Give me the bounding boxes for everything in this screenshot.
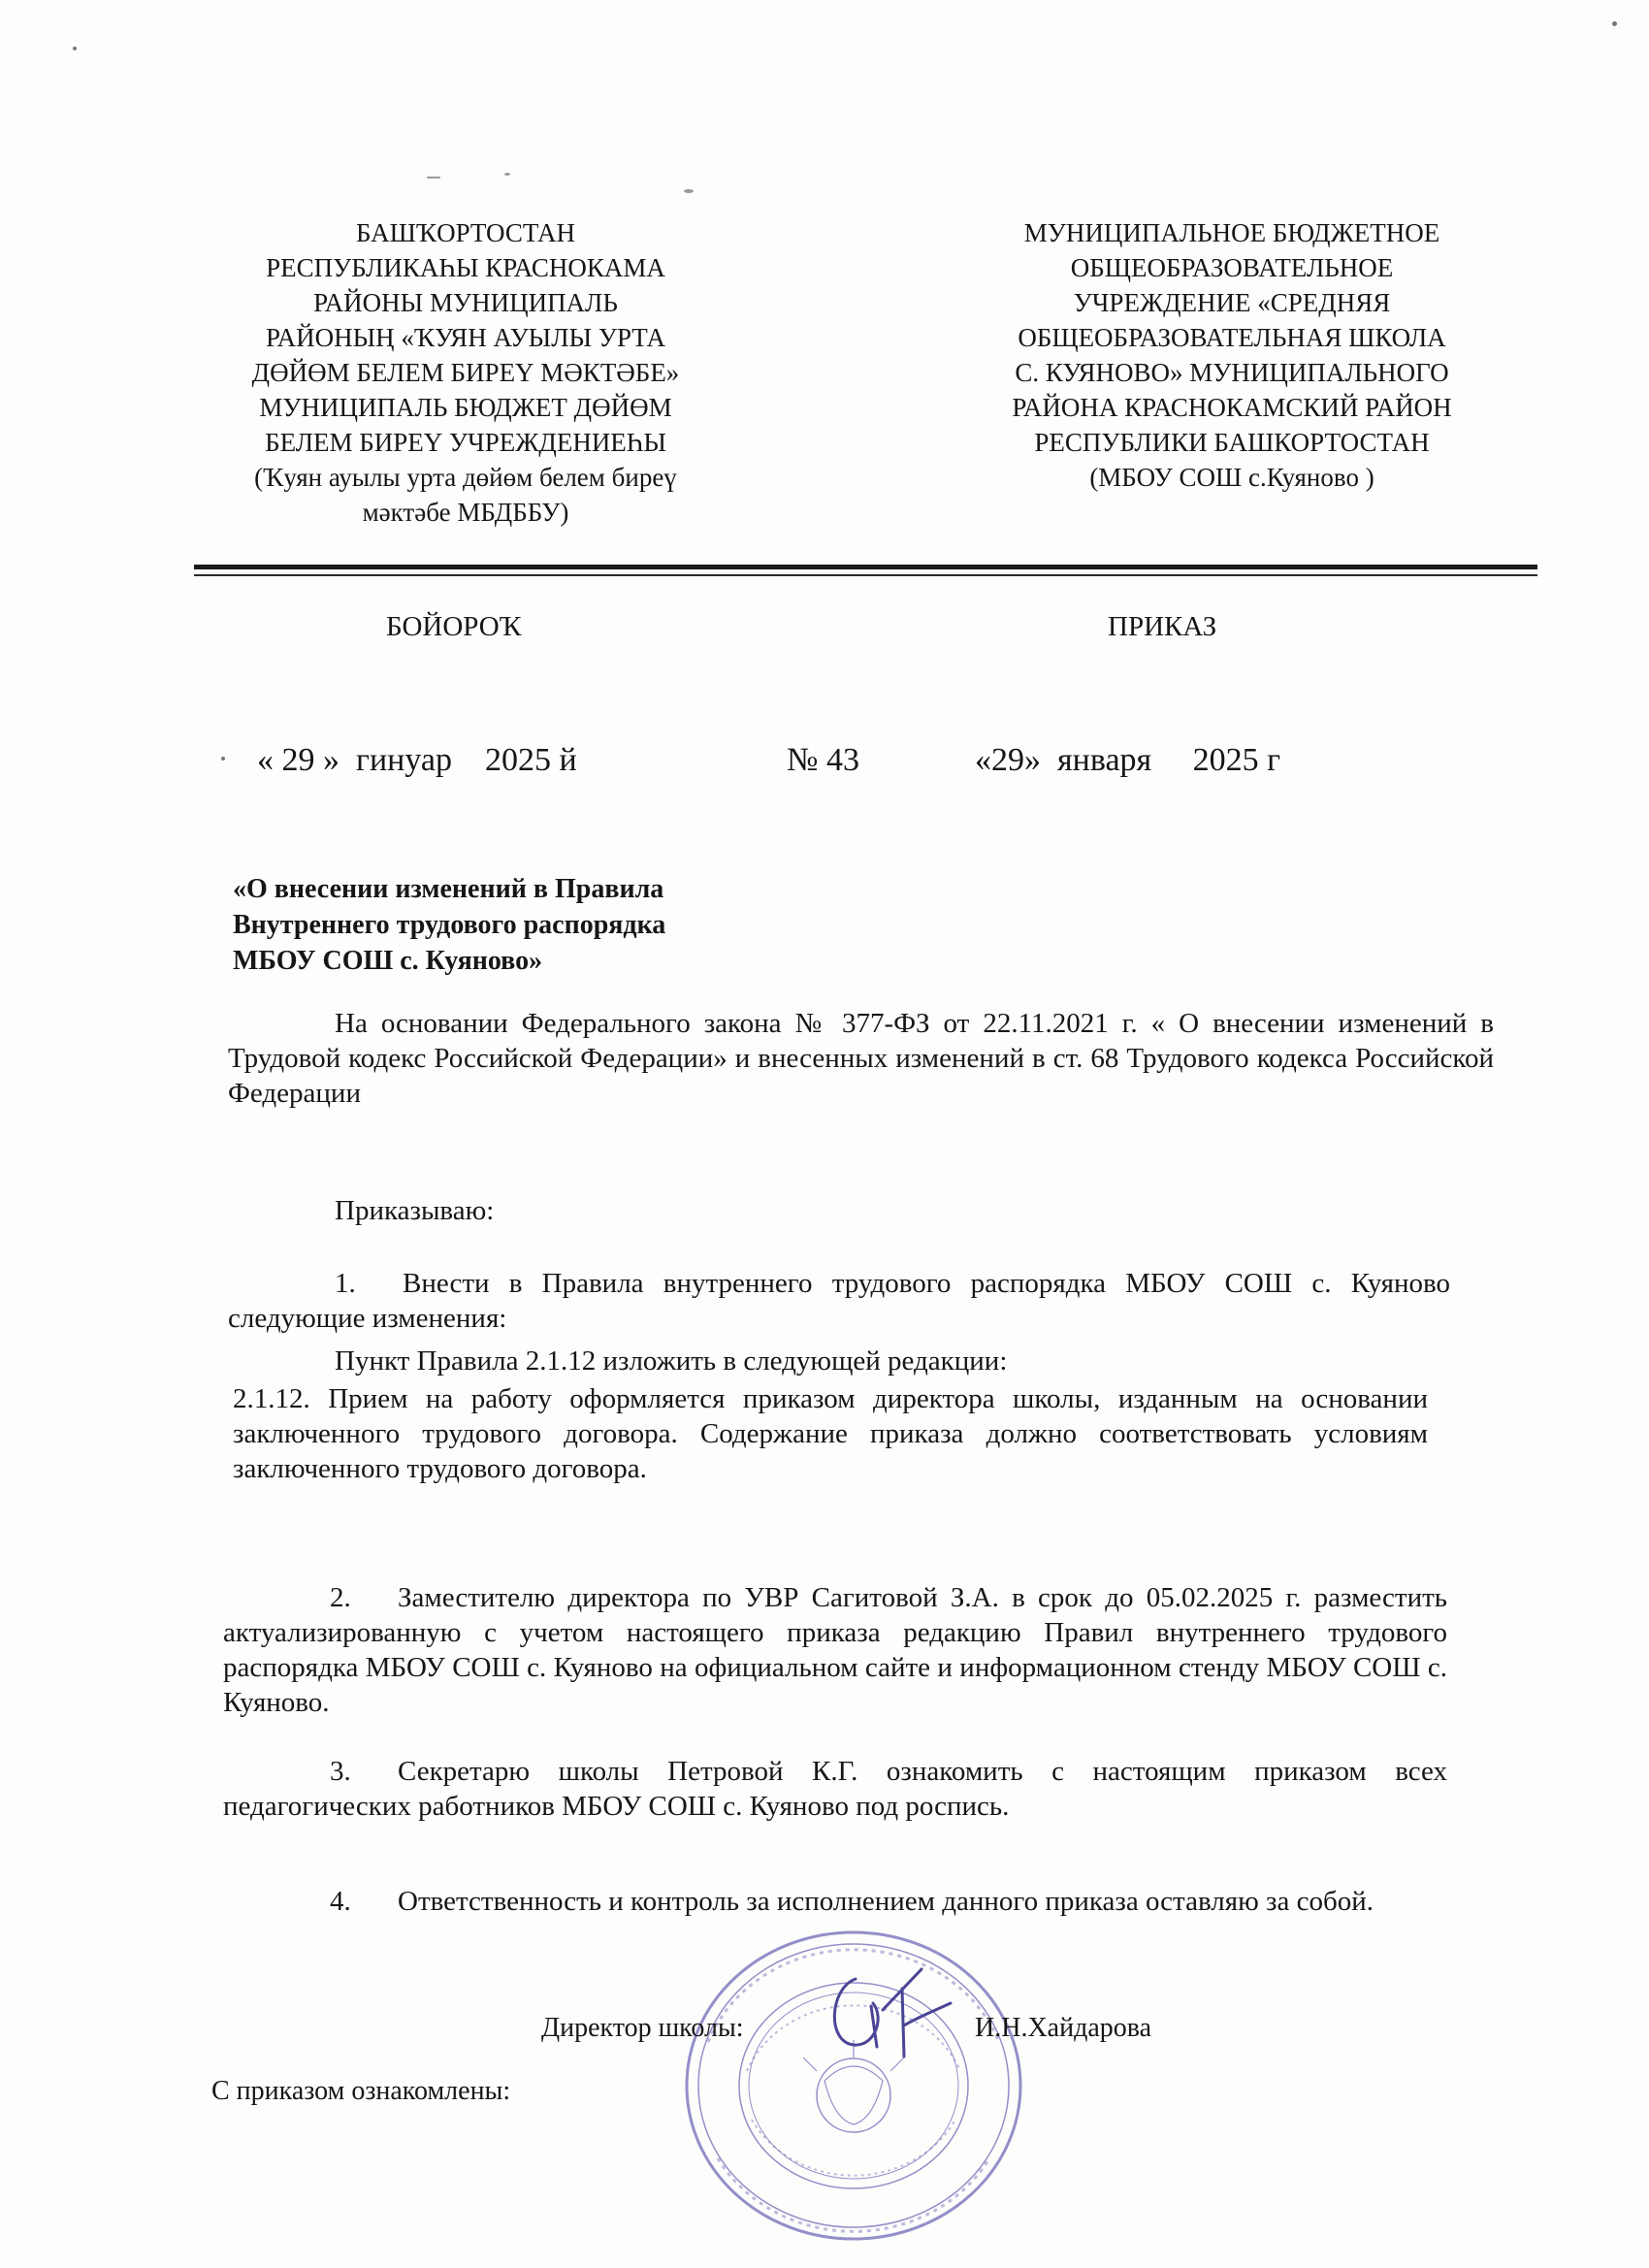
header-left-line: РАЙОНЫ МУНИЦИПАЛЬ [313, 288, 618, 317]
item-number: 2. [330, 1582, 351, 1613]
order-item-1 [228, 1266, 1450, 1336]
order-number: № 43 [787, 742, 859, 778]
item-text: Внести в Правила внутреннего трудового распорядка МБОУ СОШ с. Куяново следующие изменения: [228, 1268, 1450, 1334]
date-russian: «29» января 2025 г [975, 742, 1281, 778]
title-bashkir: БОЙОРОҠ [386, 611, 522, 642]
header-right-line: (МБОУ СОШ с.Куяново ) [1089, 463, 1374, 492]
subject-line: «О внесении изменений в Правила [233, 874, 664, 904]
item-text: Заместителю директора по УВР Сагитовой З.А. в срок до 05.02.2025 г. разместить актуализированную с учетом настоящего приказа редакцию Правил внутреннего трудового распорядка МБОУ СОШ с. Куяново на официальном сайте и информационном стенду МБОУ СОШ с. Куяново. [223, 1582, 1447, 1718]
header-right-line: РЕСПУБЛИКИ БАШКОРТОСТАН [1034, 428, 1430, 457]
header-left-line: ДӨЙӨМ БЕЛЕМ БИРЕҮ МӘКТӘБЕ» [251, 358, 680, 387]
header-divider-thin [194, 574, 1537, 576]
header-left-line: (Ҡуян ауылы урта дөйөм белем биреү [254, 463, 677, 492]
header-left-line: МУНИЦИПАЛЬ БЮДЖЕТ ДӨЙӨМ [259, 393, 672, 422]
scan-speck [73, 47, 77, 50]
order-item-4 [223, 1884, 1447, 1919]
director-signature [815, 1950, 960, 2066]
item-text: Секретарю школы Петровой К.Г. ознакомить с настоящим приказом всех педагогических работников МБОУ СОШ с. Куяново под роспись. [223, 1756, 1447, 1822]
header-left-line: БЕЛЕМ БИРЕҮ УЧРЕЖДЕНИЕҺЫ [265, 428, 666, 457]
order-word: Приказываю: [335, 1195, 495, 1226]
basis-text: На основании Федерального закона № 377-ФЗ от 22.11.2021 г. « О внесении изменений в Трудовой кодекс Российской Федерации» и внесенных изменений в ст. 68 Трудового кодекса Российской Федерации [228, 1008, 1494, 1109]
item-number: 3. [330, 1756, 351, 1787]
header-right-line: С. КУЯНОВО» МУНИЦИПАЛЬНОГО [1015, 358, 1449, 387]
signatory-name: И.Н.Хайдарова [975, 2013, 1152, 2043]
header-right-line: ОБЩЕОБРАЗОВАТЕЛЬНАЯ ШКОЛА [1018, 323, 1446, 352]
order-subject [233, 871, 665, 979]
title-russian: ПРИКАЗ [1108, 611, 1217, 642]
header-left-line: РЕСПУБЛИКАҺЫ КРАСНОКАМА [266, 253, 665, 282]
basis-paragraph [228, 1006, 1494, 1111]
header-right-line: МУНИЦИПАЛЬНОЕ БЮДЖЕТНОЕ [1023, 218, 1440, 247]
header-right-line: РАЙОНА КРАСНОКАМСКИЙ РАЙОН [1012, 393, 1452, 422]
item-number: 4. [330, 1886, 351, 1917]
header-divider [194, 565, 1537, 569]
scan-speck [684, 189, 694, 193]
signature-label: Директор школы: [541, 2013, 744, 2043]
header-right-line: ОБЩЕОБРАЗОВАТЕЛЬНОЕ [1070, 253, 1394, 282]
header-right-russian [931, 215, 1533, 495]
scan-speck [427, 177, 440, 178]
header-left-line: РАЙОНЫҢ «ҠУЯН АУЫЛЫ УРТА [266, 323, 665, 352]
order-item-3 [223, 1754, 1447, 1824]
subject-line: МБОУ СОШ с. Куяново» [233, 946, 543, 976]
order-item-2 [223, 1580, 1447, 1720]
point-text: 2.1.12. Прием на работу оформляется приказом директора школы, изданным на основании заключенного трудового договора. Содержание приказа должно соответствовать условиям заключенного трудового договора. [233, 1383, 1428, 1484]
header-right-line: УЧРЕЖДЕНИЕ «СРЕДНЯЯ [1073, 288, 1391, 317]
header-left-line: мәктәбе МБДББУ) [362, 498, 569, 527]
item-text: Ответственность и контроль за исполнением данного приказа оставляю за собой. [398, 1886, 1374, 1917]
date-bashkir: « 29 » гинуар 2025 й [257, 742, 577, 778]
scan-speck [1612, 21, 1617, 26]
item-number: 1. [335, 1268, 356, 1299]
point-title: Пункт Правила 2.1.12 изложить в следующей редакции: [335, 1345, 1008, 1377]
scan-speck [504, 173, 510, 176]
acquainted-label: С приказом ознакомлены: [211, 2076, 511, 2106]
subject-line: Внутреннего трудового распорядка [233, 910, 666, 940]
header-left-bashkir [194, 215, 737, 530]
header-left-line: БАШҠОРТОСТАН [355, 218, 576, 247]
scan-speck [221, 757, 225, 761]
